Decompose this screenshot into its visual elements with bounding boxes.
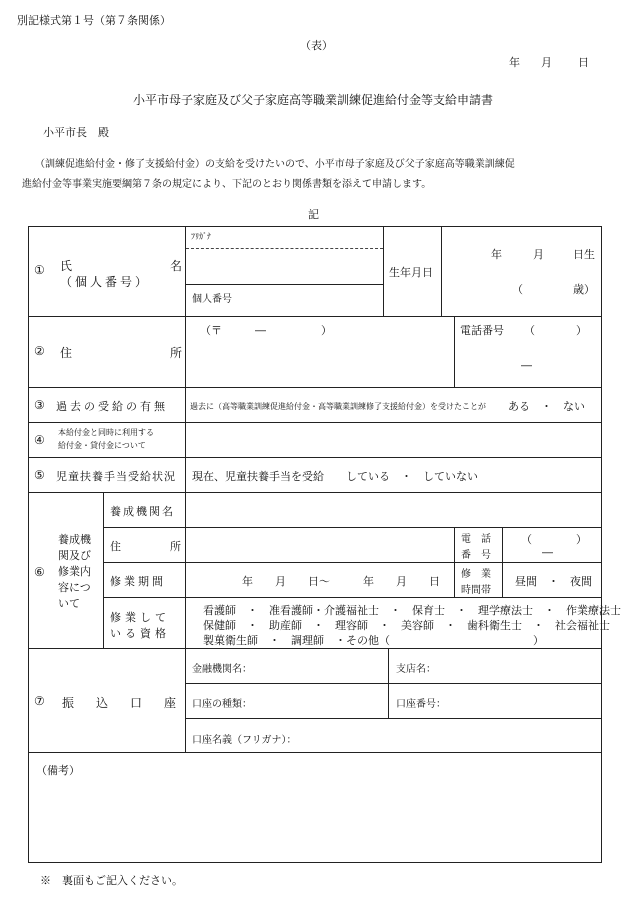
ki-mark: 記 xyxy=(308,208,319,221)
past-receipt-label: 過去の受給の有無 xyxy=(56,400,168,413)
institution-name-field[interactable] xyxy=(186,493,601,527)
birthdate-field[interactable] xyxy=(442,227,601,316)
account-number-field[interactable] xyxy=(452,684,601,718)
age-open: （ xyxy=(512,283,523,296)
mynumber-paren-label: （個人番号） xyxy=(60,275,151,289)
qualification-label-1: 修業して xyxy=(110,611,170,624)
birth-month-unit: 月 xyxy=(533,248,544,261)
concurrent-benefit-field[interactable] xyxy=(186,423,601,457)
row1-number: ① xyxy=(34,263,45,277)
footer-note: ※ 裏面もご記入ください。 xyxy=(40,874,183,887)
bank-account-label: 振込口座 xyxy=(62,696,199,710)
date-day: 日 xyxy=(578,56,589,69)
row2-number: ② xyxy=(34,344,45,358)
institution-tel-label-2: 番 号 xyxy=(461,550,491,561)
qualification-options-line1[interactable]: 看護師 ・ 准看護師・介護福祉士 ・ 保育士 ・ 理学療法士 ・ 作業療法士 xyxy=(203,604,621,617)
phone-dash: ― xyxy=(521,359,532,372)
phone-close: ） xyxy=(576,324,587,337)
institution-name-label: 養成機関名 xyxy=(110,505,175,518)
timeband-choice[interactable]: 昼間 ・ 夜間 xyxy=(515,575,592,588)
child-allowance-choice[interactable]: 現在、児童扶養手当を受給 している ・ していない xyxy=(192,470,478,483)
past-receipt-note: 過去に（高等職業訓練促進給付金・高等職業訓練修了支援給付金）を受けたことが xyxy=(190,402,486,411)
training-side-label-5: いて xyxy=(58,597,80,610)
concurrent-benefit-label-1: 本給付金と同時に利用する xyxy=(58,428,154,437)
intro-text-line1: （訓練促進給付金・修了支援給付金）の支給を受けたいので、小平市母子家庭及び父子家庭高等職業訓練促 xyxy=(35,159,515,170)
age-close: 歳） xyxy=(573,283,595,296)
date-year: 年 xyxy=(509,56,520,69)
institution-tel-label-1: 電 話 xyxy=(461,534,491,545)
concurrent-benefit-label-2: 給付金・貸付金について xyxy=(58,441,146,450)
address-label-b: 所 xyxy=(170,346,183,360)
date-month: 月 xyxy=(541,56,552,69)
form-number: 別記様式第１号（第７条関係） xyxy=(17,14,171,27)
institution-tel-dash: ― xyxy=(542,546,553,559)
form-side: （表） xyxy=(300,39,333,52)
addressee: 小平市長 殿 xyxy=(43,126,109,139)
training-side-label-3: 修業内 xyxy=(58,565,91,578)
row3-number: ③ xyxy=(34,398,45,412)
institution-tel-open: （ xyxy=(521,533,532,546)
qualification-options-line3[interactable]: 製菓衛生師 ・ 調理師 ・その他（ ） xyxy=(203,634,544,647)
row5-number: ⑤ xyxy=(34,468,45,482)
birth-day-unit: 日生 xyxy=(573,248,595,261)
timeband-label-1: 修 業 xyxy=(461,569,491,580)
postal-code: （〒 ― ） xyxy=(200,324,332,337)
bank-name-label: 金融機関名： xyxy=(192,664,252,675)
name-label-a: 氏 xyxy=(60,259,73,273)
row7-number: ⑦ xyxy=(34,694,45,708)
timeband-label-2: 時間帯 xyxy=(461,585,491,596)
mynumber-label: 個人番号 xyxy=(192,294,232,305)
institution-tel-close: ） xyxy=(576,533,587,546)
training-period-label: 修業期間 xyxy=(110,575,166,588)
birthdate-label: 生年月日 xyxy=(389,266,433,279)
intro-text-line2: 進給付金等事業実施要綱第７条の規定により、下記のとおり関係書類を添えて申請します。 xyxy=(22,179,432,190)
institution-tel-field[interactable] xyxy=(503,528,601,562)
document-title: 小平市母子家庭及び父子家庭高等職業訓練促進給付金等支給申請書 xyxy=(133,93,494,107)
bank-name-field[interactable] xyxy=(250,649,387,683)
phone-field[interactable] xyxy=(455,317,601,387)
institution-address-label-b: 所 xyxy=(170,540,181,553)
birth-year-unit: 年 xyxy=(491,248,502,261)
row6-number: ⑥ xyxy=(34,565,45,579)
address-field[interactable] xyxy=(186,317,454,387)
training-side-label-1: 養成機 xyxy=(58,533,91,546)
training-period-field[interactable]: 年 月 日～ 年 月 日 xyxy=(242,575,440,588)
row4-number: ④ xyxy=(34,433,45,447)
training-side-label-4: 容につ xyxy=(58,581,91,594)
remarks-label: （備考） xyxy=(36,764,80,777)
institution-address-label-a: 住 xyxy=(110,540,121,553)
child-allowance-label: 児童扶養手当受給状況 xyxy=(56,470,176,483)
remarks-field[interactable] xyxy=(29,778,601,862)
branch-name-label: 支店名： xyxy=(396,664,436,675)
institution-address-field[interactable] xyxy=(186,528,454,562)
phone-open: （ xyxy=(524,324,535,337)
account-holder-field[interactable] xyxy=(320,719,601,752)
training-side-label-2: 関及び xyxy=(58,549,91,562)
past-receipt-choice[interactable]: ある ・ ない xyxy=(508,400,585,413)
name-field[interactable] xyxy=(186,250,382,283)
branch-name-field[interactable] xyxy=(440,649,601,683)
furigana-label: ﾌﾘｶﾞﾅ xyxy=(191,232,211,241)
account-type-field[interactable] xyxy=(260,684,387,718)
account-type-label: 口座の種類： xyxy=(192,699,252,710)
account-holder-label: 口座名義（フリガナ）： xyxy=(192,735,297,746)
name-label-b: 名 xyxy=(170,259,183,273)
address-label-a: 住 xyxy=(60,346,73,360)
account-number-label: 口座番号： xyxy=(396,699,446,710)
mynumber-field[interactable] xyxy=(186,302,382,316)
phone-label: 電話番号 xyxy=(460,324,504,337)
qualification-label-2: いる資格 xyxy=(110,627,170,640)
qualification-options-line2[interactable]: 保健師 ・ 助産師 ・ 理容師 ・ 美容師 ・ 歯科衛生士 ・ 社会福祉士 xyxy=(203,619,610,632)
